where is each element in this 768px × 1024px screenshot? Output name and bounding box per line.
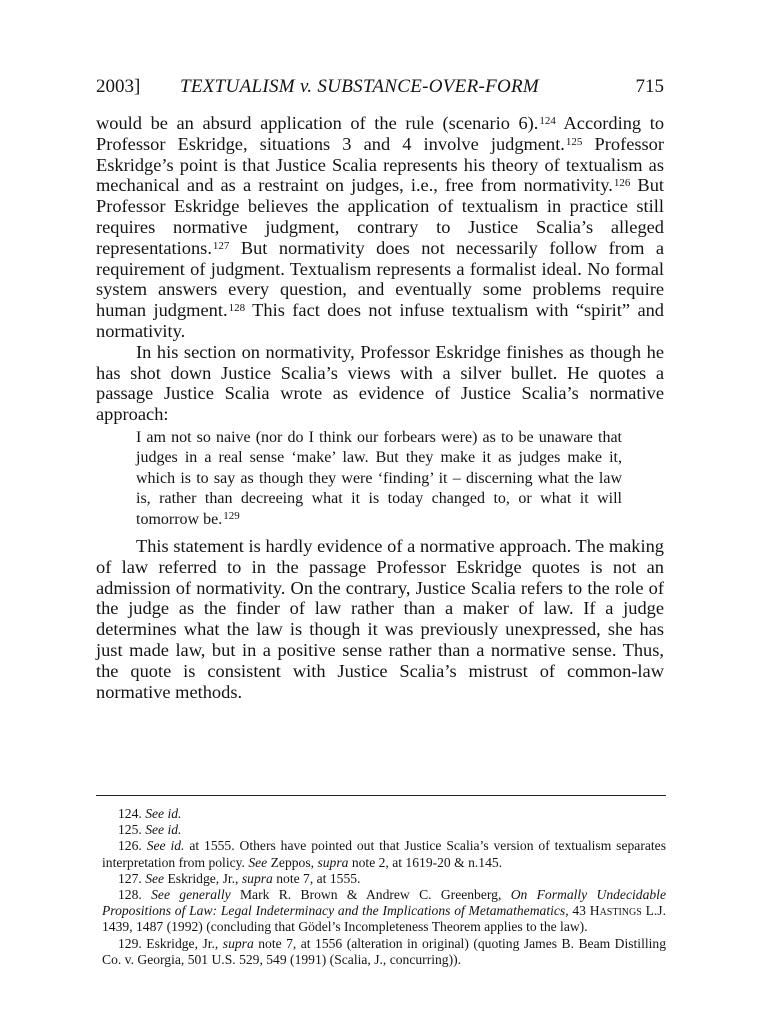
p1-text-1: would be an absurd application of the rule (scenario 6). (96, 113, 539, 133)
footnote-125 (102, 822, 666, 838)
footnote-text: note 2, at 1619-20 & n.145. (348, 854, 503, 870)
page-number: 715 (635, 76, 664, 97)
footnote-text: Eskridge, Jr., (141, 935, 223, 951)
footnote-number: 128. (118, 887, 142, 903)
header-year: 2003] (96, 76, 141, 97)
footnote-text: , 43 (565, 903, 590, 919)
footnote-ref-124: 124 (539, 115, 556, 127)
paragraph-1 (96, 113, 664, 342)
footnote-italic: On Formally Undecidable Propositions of Law: Legal Indeterminacy and the Implications of Metamathematics (102, 887, 666, 919)
footnote-signal: See id. (145, 806, 182, 821)
footnote-signal: See id. (145, 822, 182, 838)
body-text (96, 113, 664, 702)
p1-text-6: This fact does not infuse textualism with “spirit” and normativity. (96, 300, 665, 341)
paragraph-2: In his section on normativity, Professor Eskridge finishes as though he has shot down Justice Scalia’s views with a silver bullet. He quotes a passage Justice Scalia wrote as evidence of Justice Scalia’s normative approach: (96, 341, 664, 425)
footnote-smallcaps: Hastings (589, 903, 642, 919)
footnote-128 (102, 887, 666, 936)
paragraph-3: This statement is hardly evidence of a normative approach. The making of law referred to in the passage Professor Eskridge quotes is not an admission of normativity. On the contrary, Justice Scalia refers to the role of the judge as the finder of law rather than a maker of law. If a judge determines what the law is though it was previously unexpressed, she has just made law, but in a positive sense rather than a normative sense. Thus, the quote is consistent with Justice Scalia’s mistrust of common-law normative methods. (96, 535, 664, 702)
block-quote (136, 428, 622, 530)
footnote-ref-128: 128 (228, 302, 246, 315)
footnote-number: 125. (118, 822, 142, 838)
footnote-number: 129. (118, 935, 142, 951)
footnote-number: 124. (118, 806, 142, 821)
footnote-italic: See id. (146, 838, 185, 854)
header-title: TEXTUALISM v. SUBSTANCE-OVER-FORM (180, 76, 540, 97)
footnote-ref-125: 125 (565, 135, 583, 148)
running-header (96, 74, 664, 100)
footnote-text: Zeppos, (267, 854, 318, 870)
quote-text: I am not so naive (nor do I think our forbears were) as to be unaware that judges in a real sense ‘make’ law. But they make it as judges make it, which is to say as though they were ‘finding’ it – discerning what the law is, rather than decreeing what it is today changed to, or what it will tomorrow be. (136, 428, 622, 528)
footnote-ref-129: 129 (223, 509, 240, 522)
footnote-italic: See (145, 870, 165, 886)
footnote-number: 127. (118, 870, 142, 886)
footnote-ref-126: 126 (613, 177, 631, 190)
footnote-ref-127: 127 (212, 239, 230, 252)
footnote-text: note 7, at 1555. (272, 870, 361, 886)
footnote-italic: supra (222, 935, 254, 951)
footnote-italic: See (248, 854, 268, 870)
footnote-text: L.J. 1439, 1487 (1992) (concluding that Gödel’s Incompleteness Theorem applies to the law). (102, 903, 666, 935)
footnote-italic: supra (241, 870, 273, 886)
footnote-text: note 7, at 1556 (alteration in original) (quoting James B. Beam Distilling Co. v. Georgia, 501 U.S. 529, 549 (1991) (Scalia, J., concurring)). (102, 935, 667, 967)
p1-text-4: But Professor Eskridge believes the application of textualism in practice still requires normative judgment, contrary to Justice Scalia’s alleged representations. (96, 175, 665, 258)
footnote-italic: supra (317, 854, 349, 870)
footnote-127 (102, 871, 666, 887)
footnote-italic: See generally (151, 887, 231, 903)
footnote-129 (102, 936, 666, 968)
p1-text-3: Professor Eskridge’s point is that Justice Scalia represents his theory of textualism as mechanical and as a restraint on judges, i.e., free from normativity. (96, 133, 664, 196)
footnotes (102, 806, 666, 968)
footnote-text: Mark R. Brown & Andrew C. Greenberg, (230, 887, 511, 903)
footnote-text: Eskridge, Jr., (164, 870, 242, 886)
footnote-text: at 1555. Others have pointed out that Justice Scalia’s version of textualism separates interpretation from policy. (102, 838, 666, 870)
footnote-126 (102, 838, 666, 870)
p1-text-5: But normativity does not necessarily follow from a requirement of judgment. Textualism represents a formalist ideal. No formal system answers every question, and eventually some problems require human judgment. (96, 237, 664, 321)
p1-text-2: According to Professor Eskridge, situations 3 and 4 involve judgment. (96, 113, 665, 154)
footnote-number: 126. (118, 838, 142, 854)
footnote-124 (102, 806, 666, 822)
footnote-divider (96, 795, 666, 796)
